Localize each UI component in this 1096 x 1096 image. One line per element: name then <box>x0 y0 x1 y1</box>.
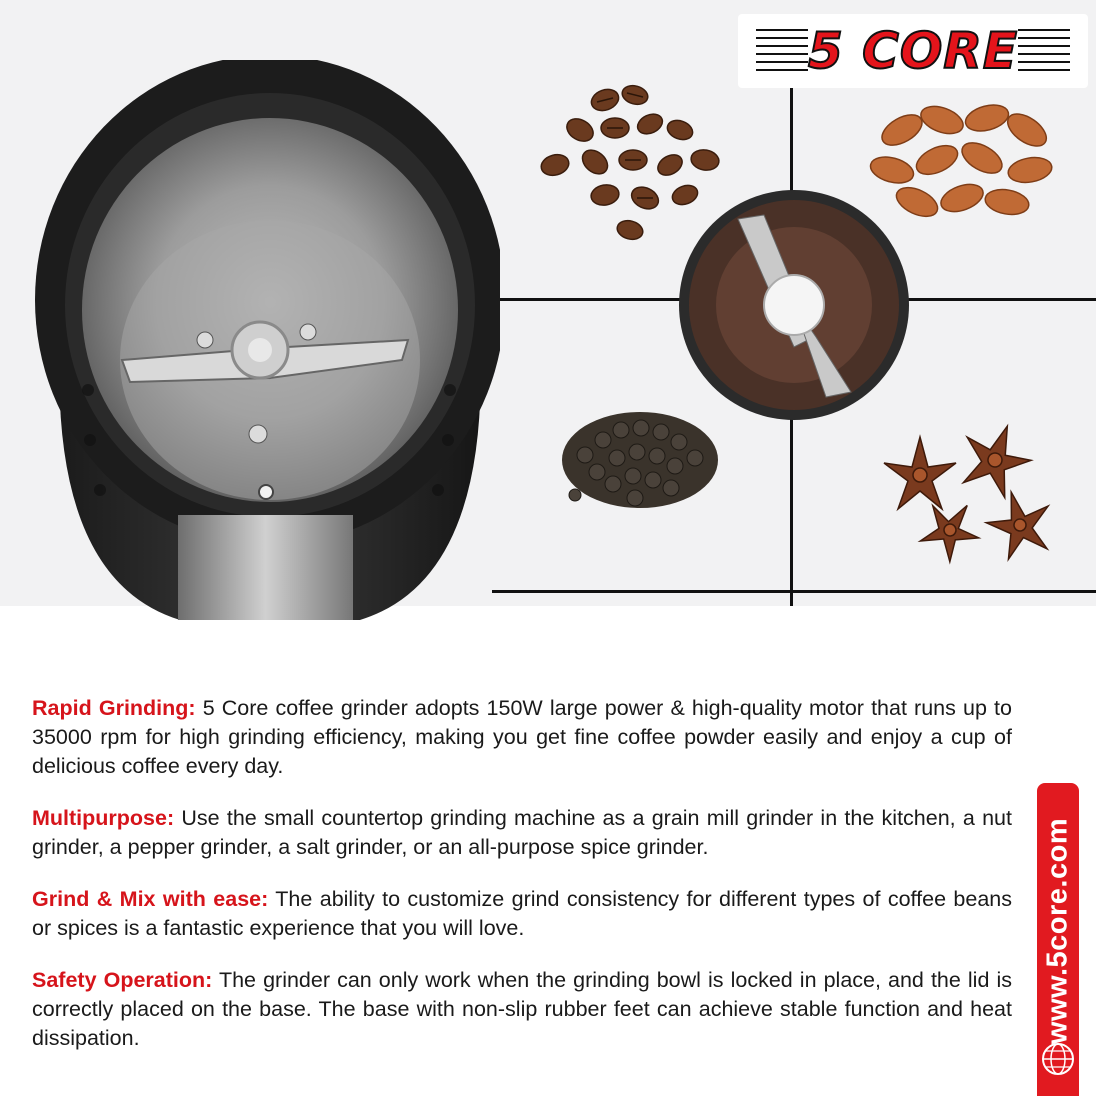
almonds-image <box>862 90 1062 230</box>
feature-title: Multipurpose: <box>32 806 175 830</box>
feature-title: Safety Operation: <box>32 968 213 992</box>
divider-horizontal-lower <box>492 590 1096 593</box>
feature-text: Use the small countertop grinding machine as a grain mill grinder in the kitchen, a nut grinder, a pepper grinder, a salt grinder, or an all-purpose spice grinder. <box>32 806 1012 859</box>
coffee-beans-image <box>535 80 735 250</box>
globe-icon <box>1040 1041 1076 1077</box>
website-tag[interactable] <box>1037 783 1079 1096</box>
coffee-grinder-image <box>30 60 500 620</box>
star-anise-image <box>870 415 1070 565</box>
feature-safety-operation <box>32 966 1012 1053</box>
brand-logo <box>738 14 1088 88</box>
website-url[interactable]: www.5core.com <box>1041 817 1074 1045</box>
feature-multipurpose <box>32 804 1012 862</box>
feature-title: Grind & Mix with ease: <box>32 887 269 911</box>
feature-rapid-grinding <box>32 694 1012 781</box>
feature-text: 5 Core coffee grinder adopts 150W large power & high-quality motor that runs up to 35000 rpm for high grinding efficiency, making you get fine coffee powder easily and enjoy a cup of delicious coffee every day. <box>32 696 1012 778</box>
feature-list <box>32 694 1012 1076</box>
peppercorns-image <box>555 400 725 520</box>
feature-text: The grinder can only work when the grinding bowl is locked in place, and the lid is correctly placed on the base. The base with non-slip rubber feet can achieve stable function and heat dissipation. <box>32 968 1012 1050</box>
feature-text: The ability to customize grind consistency for different types of coffee beans or spices is a fantastic experience that you will love. <box>32 887 1013 940</box>
feature-grind-mix <box>32 885 1012 943</box>
feature-title: Rapid Grinding: <box>32 696 196 720</box>
brand-logo-text: 5 CORE <box>807 22 1019 80</box>
